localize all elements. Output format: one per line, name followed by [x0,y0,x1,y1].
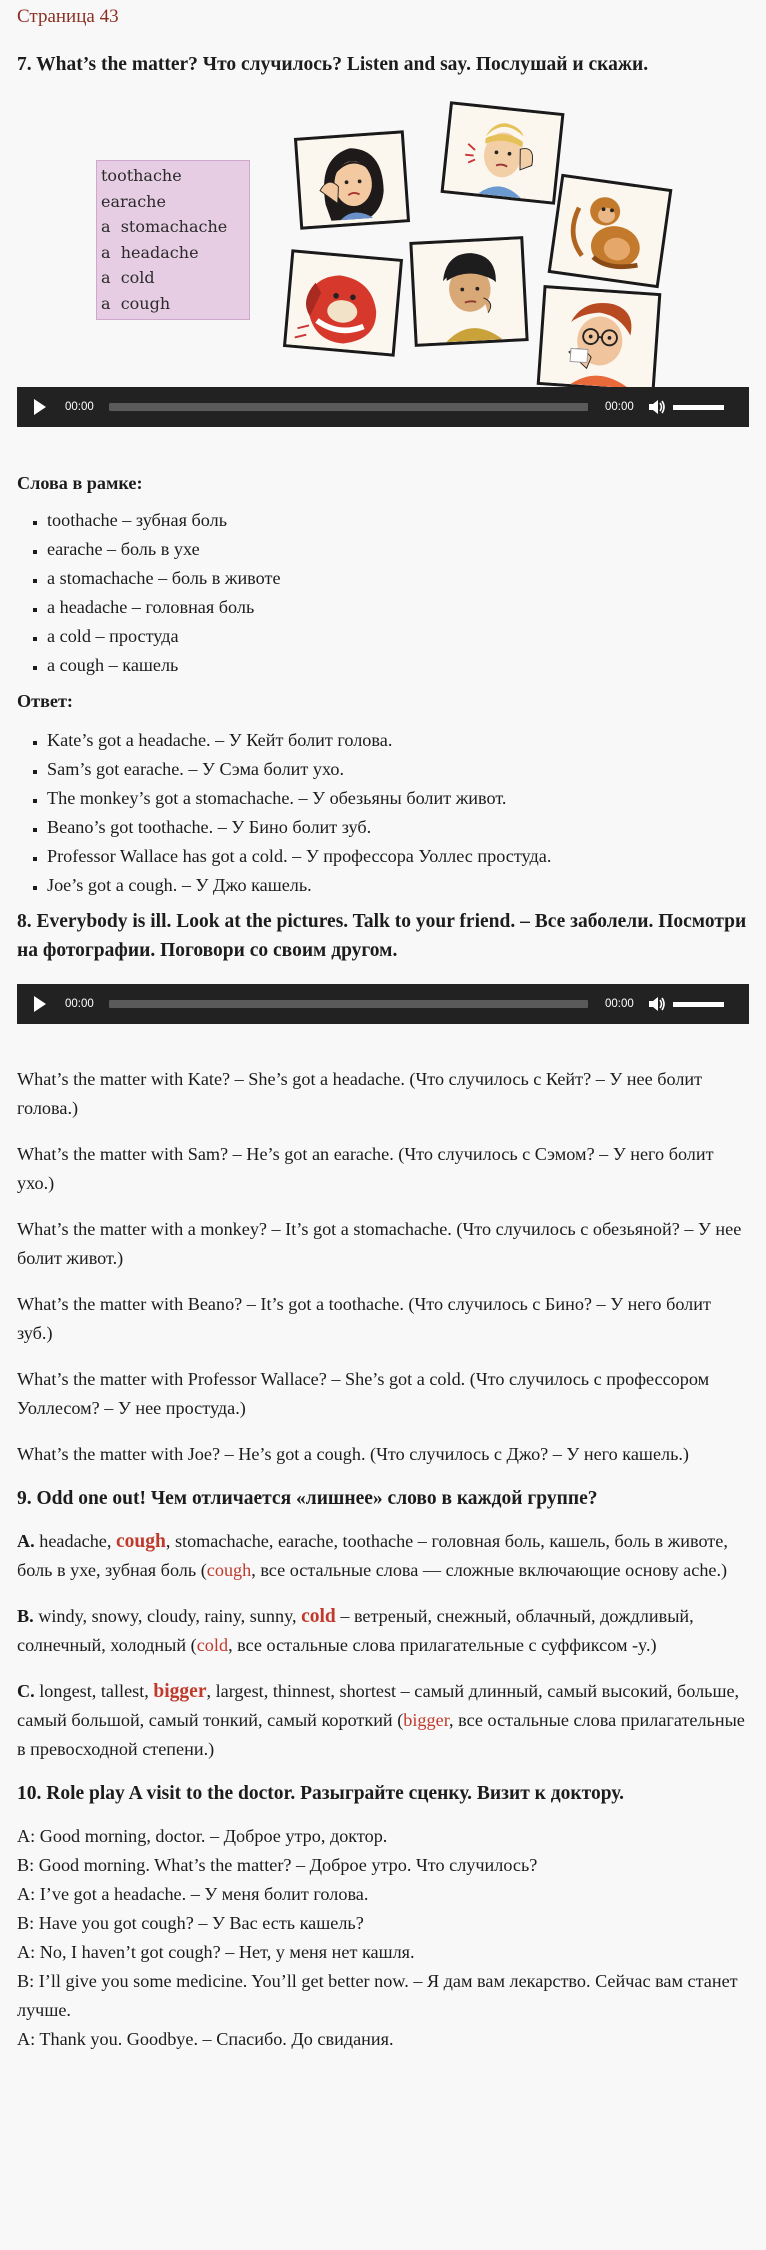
professor-drawing [540,288,658,390]
monkey-drawing [551,177,669,285]
group-words: headache, [39,1531,112,1551]
word-box [96,160,250,320]
page-title: Страница 43 [17,6,119,27]
dialogue-paragraph: What’s the matter with Joe? – He’s got a cough. (Что случилось с Джо? – У него кашель.) [17,1444,689,1464]
odd-word: bigger [153,1681,207,1702]
audio-current-time: 00:00 [65,401,94,413]
odd-word-ref: bigger [403,1710,450,1730]
box-words-list [17,506,749,680]
dialogue-paragraph: What’s the matter with Sam? – He’s got an earache. (Что случилось с Сэмом? – У него болит ухо.) [17,1144,714,1193]
ex7-illustration [17,79,749,389]
role-play-line: B: Good morning. What’s the matter? – Доброе утро. Что случилось? [17,1855,538,1875]
list-item: ▪ The monkey’s got a stomachache. – У обезьяны болит живот. [47,784,749,813]
audio-progress-track[interactable] [109,403,588,411]
role-play-line: A: Thank you. Goodbye. – Спасибо. До свидания. [17,2029,394,2049]
word-box-item: a cough [101,293,171,313]
role-play-line: A: I’ve got a headache. – У меня болит голова. [17,1884,369,1904]
list-item: ▪ Sam’s got earache. – У Сэма болит ухо. [47,755,749,784]
odd-one-out-b [17,1602,749,1660]
group-translation: , stomachache, earache, toothache – головная боль, кашель, боль в животе, боль в ухе, зубная боль ( [17,1531,728,1580]
group-translation: – ветреный, снежный, облачный, дождливый, солнечный, холодный ( [17,1606,694,1655]
list-item: ▪ a cough – кашель [47,651,749,680]
audio-player-ex8 [17,984,749,1024]
audio-player-ex7 [17,387,749,427]
group-label: C. [17,1681,35,1701]
play-icon[interactable] [34,399,46,415]
list-item: ▪ Professor Wallace has got a cold. – У профессора Уоллес простуда. [47,842,749,871]
group-words: longest, tallest, [39,1681,149,1701]
odd-one-out-a [17,1527,749,1585]
sam-drawing [444,105,561,202]
picture-kate [294,130,410,229]
word-box-item: toothache [101,166,182,185]
word-box-item: a headache [101,242,199,262]
audio-duration: 00:00 [605,998,634,1010]
word-box-item: earache [101,191,166,211]
list-item: ▪ Kate’s got a headache. – У Кейт болит голова. [47,726,749,755]
play-icon[interactable] [34,996,46,1012]
audio-progress-track[interactable] [109,1000,588,1008]
volume-slider[interactable] [673,1002,724,1007]
list-item: ▪ Beano’s got toothache. – У Бино болит зуб. [47,813,749,842]
odd-word-ref: cold [196,1635,229,1655]
list-item: ▪ a stomachache – боль в животе [47,564,749,593]
picture-monkey [548,174,673,289]
audio-duration: 00:00 [605,401,634,413]
group-explanation: , все остальные слова прилагательные с суффиксом -y.) [228,1635,657,1655]
group-explanation: , все остальные слова прилагательные в превосходной степени.) [17,1710,745,1759]
volume-slider[interactable] [673,405,724,410]
beano-drawing [286,253,400,354]
group-explanation: , все остальные слова — сложные включающие основу ache.) [251,1560,728,1580]
role-play-line: A: Good morning, doctor. – Доброе утро, доктор. [17,1826,388,1846]
box-words-heading: Слова в рамке: [17,473,143,493]
ex8-heading: 8. Everybody is ill. Look at the pictures. Talk to your friend. – Все заболели. Посмотри на фотографии. Поговори со своим другом. [17,911,747,961]
odd-word-ref: cough [206,1560,252,1580]
odd-one-out-c [17,1677,749,1764]
list-item: ▪ toothache – зубная боль [47,506,749,535]
odd-word: cough [115,1531,166,1552]
volume-icon[interactable] [647,397,667,417]
group-label: A. [17,1531,35,1551]
list-item: ▪ Joe’s got a cough. – У Джо кашель. [47,871,749,900]
ex7-heading: 7. What’s the matter? Что случилось? Listen and say. Послушай и скажи. [17,54,649,75]
audio-current-time: 00:00 [65,998,94,1010]
ex10-heading: 10. Role play A visit to the doctor. Разыграйте сценку. Визит к доктору. [17,1783,624,1804]
group-translation: , largest, thinnest, shortest – самый длинный, самый высокий, больше, самый большой, самый тонкий, самый короткий ( [17,1681,740,1730]
word-box-item: a cold [101,268,155,287]
kate-drawing [297,133,407,226]
odd-word: cold [301,1606,336,1627]
picture-beano [283,249,403,356]
group-label: B. [17,1606,34,1626]
list-item: ▪ earache – боль в ухе [47,535,749,564]
group-words: windy, snowy, cloudy, rainy, sunny, [38,1606,297,1626]
word-box-item: a stomachache [101,217,228,236]
joe-drawing [412,239,525,344]
dialogue-paragraph: What’s the matter with a monkey? – It’s got a stomachache. (Что случилось с обезьяной? – У нее болит живот.) [17,1219,742,1268]
picture-joe [409,236,528,347]
answer-heading: Ответ: [17,691,73,711]
picture-professor [537,285,662,393]
role-play-line: B: Have you got cough? – У Вас есть кашель? [17,1913,364,1933]
role-play-line: B: I’ll give you some medicine. You’ll get better now. – Я дам вам лекарство. Сейчас вам станет лучше. [17,1971,738,2020]
dialogue-paragraph: What’s the matter with Professor Wallace? – She’s got a cold. (Что случилось с профессором Уоллесом? – У нее простуда.) [17,1369,710,1418]
dialogue-paragraph: What’s the matter with Kate? – She’s got a headache. (Что случилось с Кейт? – У нее болит голова.) [17,1069,703,1118]
picture-sam [441,101,565,205]
list-item: ▪ a cold – простуда [47,622,749,651]
role-play-line: A: No, I haven’t got cough? – Нет, у меня нет кашля. [17,1942,415,1962]
list-item: ▪ a headache – головная боль [47,593,749,622]
volume-icon[interactable] [647,994,667,1014]
answers-list [17,726,749,900]
dialogue-paragraph: What’s the matter with Beano? – It’s got a toothache. (Что случилось с Бино? – У него болит зуб.) [17,1294,711,1343]
ex9-heading: 9. Odd one out! Чем отличается «лишнее» слово в каждой группе? [17,1488,598,1509]
